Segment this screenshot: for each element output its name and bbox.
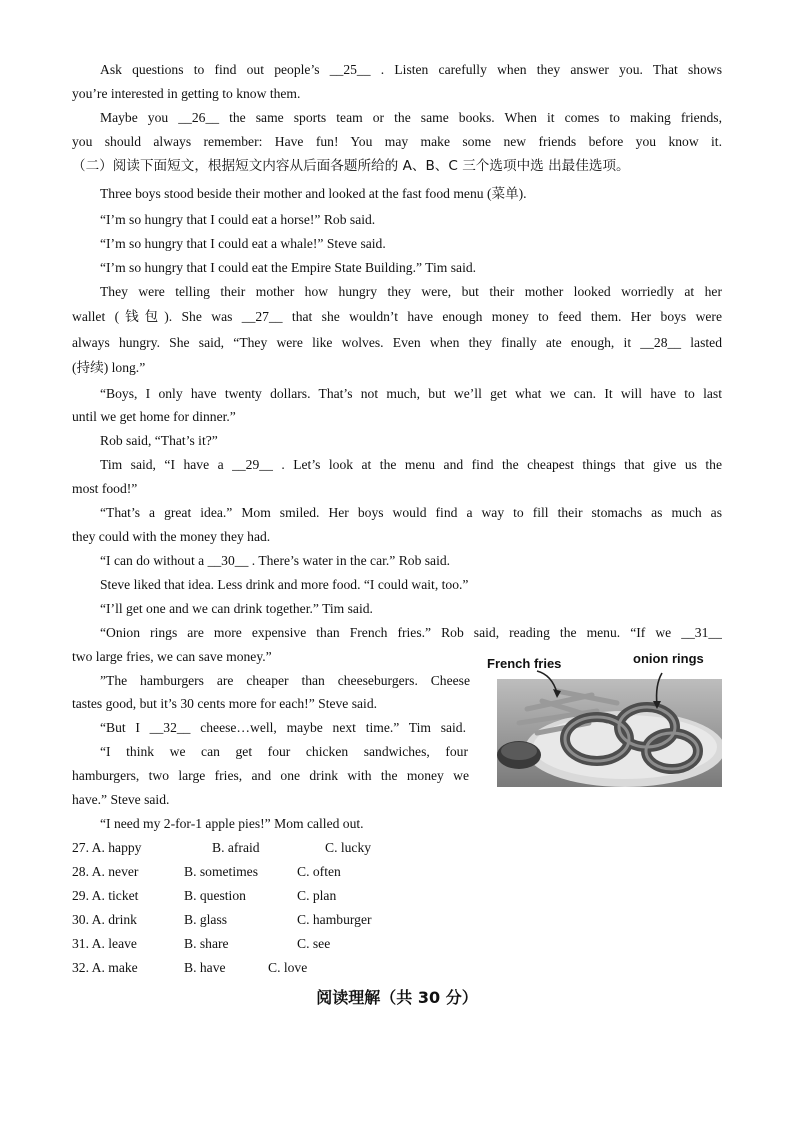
text-line: tastes good, but it’s 30 cents more for each!” Steve said. (72, 696, 378, 711)
text-line: “That’s a great idea.” Mom smiled. Her boys would find a way to fill their stomachs as much as (100, 505, 722, 520)
section-heading: 阅读理解（共 30 分） (316, 988, 478, 1007)
text-line: “I’m so hungry that I could eat a horse!” Rob said. (100, 212, 376, 227)
text-line: wallet (钱包). She was __27__ that she wouldn’t have enough money to feed them. Her boys were (72, 309, 722, 324)
text-line: “I think we can get four chicken sandwiches, four (100, 744, 468, 759)
text-line: you’re interested in getting to know them. (72, 86, 301, 101)
text-line: Three boys stood beside their mother and looked at the fast food menu (菜单). (100, 186, 527, 201)
text-line: They were telling their mother how hungry they were, but their mother looked worriedly at her (100, 284, 722, 299)
text-line: hamburgers, two large fries, and one drink with the money we (72, 768, 469, 783)
question-32-option-b: B. have (184, 960, 226, 975)
text-line: Tim said, “I have a __29__ . Let’s look at the menu and find the cheapest things that give us the (100, 457, 722, 472)
question-29-option-c: C. plan (297, 888, 337, 903)
text-line: they could with the money they had. (72, 529, 271, 544)
text-line: “I can do without a __30__ . There’s water in the car.” Rob said. (100, 553, 451, 568)
question-30-option-c: C. hamburger (297, 912, 372, 927)
label-onion-rings: onion rings (633, 651, 704, 666)
question-31-option-c: C. see (297, 936, 331, 951)
question-32-option-c: C. love (268, 960, 308, 975)
text-line: have.” Steve said. (72, 792, 170, 807)
question-29-option-a: 29. A. ticket (72, 888, 139, 903)
question-30-option-b: B. glass (184, 912, 228, 927)
food-photo (487, 651, 722, 787)
text-line: Rob said, “That’s it?” (100, 433, 218, 448)
section-instruction: （二）阅读下面短文，根据短文内容从后面各题所给的 A、B、C 三个选项中选 出最佳选项。 (72, 158, 630, 174)
question-27-option-c: C. lucky (325, 840, 372, 855)
text-line: always hungry. She said, “They were like wolves. Even when they finally ate enough, it __28__ lasted (72, 335, 722, 350)
text-line: Maybe you __26__ the same sports team or the same books. When it comes to making friends, (100, 110, 722, 125)
text-line: “I’ll get one and we can drink together.” Tim said. (100, 601, 373, 616)
text-line: “I need my 2-for-1 apple pies!” Mom called out. (100, 816, 364, 831)
question-31-option-b: B. share (184, 936, 229, 951)
question-28-option-b: B. sometimes (184, 864, 259, 879)
question-31-option-a: 31. A. leave (72, 936, 137, 951)
text-line: “Boys, I only have twenty dollars. That’s not much, but we’ll get what we can. It will have to last (100, 386, 722, 401)
text-line: (持续) long.” (72, 360, 146, 375)
text-line: ”The hamburgers are cheaper than cheeseburgers. Cheese (100, 673, 470, 688)
text-line: you should always remember: Have fun! You may make some new friends before you know it. (72, 134, 722, 149)
question-28-option-c: C. often (297, 864, 341, 879)
text-line: most food!” (72, 481, 138, 496)
text-line: “Onion rings are more expensive than French fries.” Rob said, reading the menu. “If we __31__ (100, 625, 722, 640)
text-line: “I’m so hungry that I could eat a whale!” Steve said. (100, 236, 386, 251)
label-french-fries: French fries (487, 656, 562, 671)
text-line: “But I __32__ cheese…well, maybe next time.” Tim said. (100, 720, 466, 735)
question-30-option-a: 30. A. drink (72, 912, 137, 927)
text-line: “I’m so hungry that I could eat the Empire State Building.” Tim said. (100, 260, 477, 275)
question-28-option-a: 28. A. never (72, 864, 139, 879)
text-line: Steve liked that idea. Less drink and more food. “I could wait, too.” (100, 577, 469, 592)
text-line: Ask questions to find out people’s __25__ . Listen carefully when they answer you. That shows (100, 62, 722, 77)
text-line: until we get home for dinner.” (72, 409, 236, 424)
text-line: two large fries, we can save money.” (72, 649, 272, 664)
question-29-option-b: B. question (184, 888, 246, 903)
question-32-option-a: 32. A. make (72, 960, 138, 975)
question-27-option-a: 27. A. happy (72, 840, 142, 855)
question-27-option-b: B. afraid (212, 840, 260, 855)
